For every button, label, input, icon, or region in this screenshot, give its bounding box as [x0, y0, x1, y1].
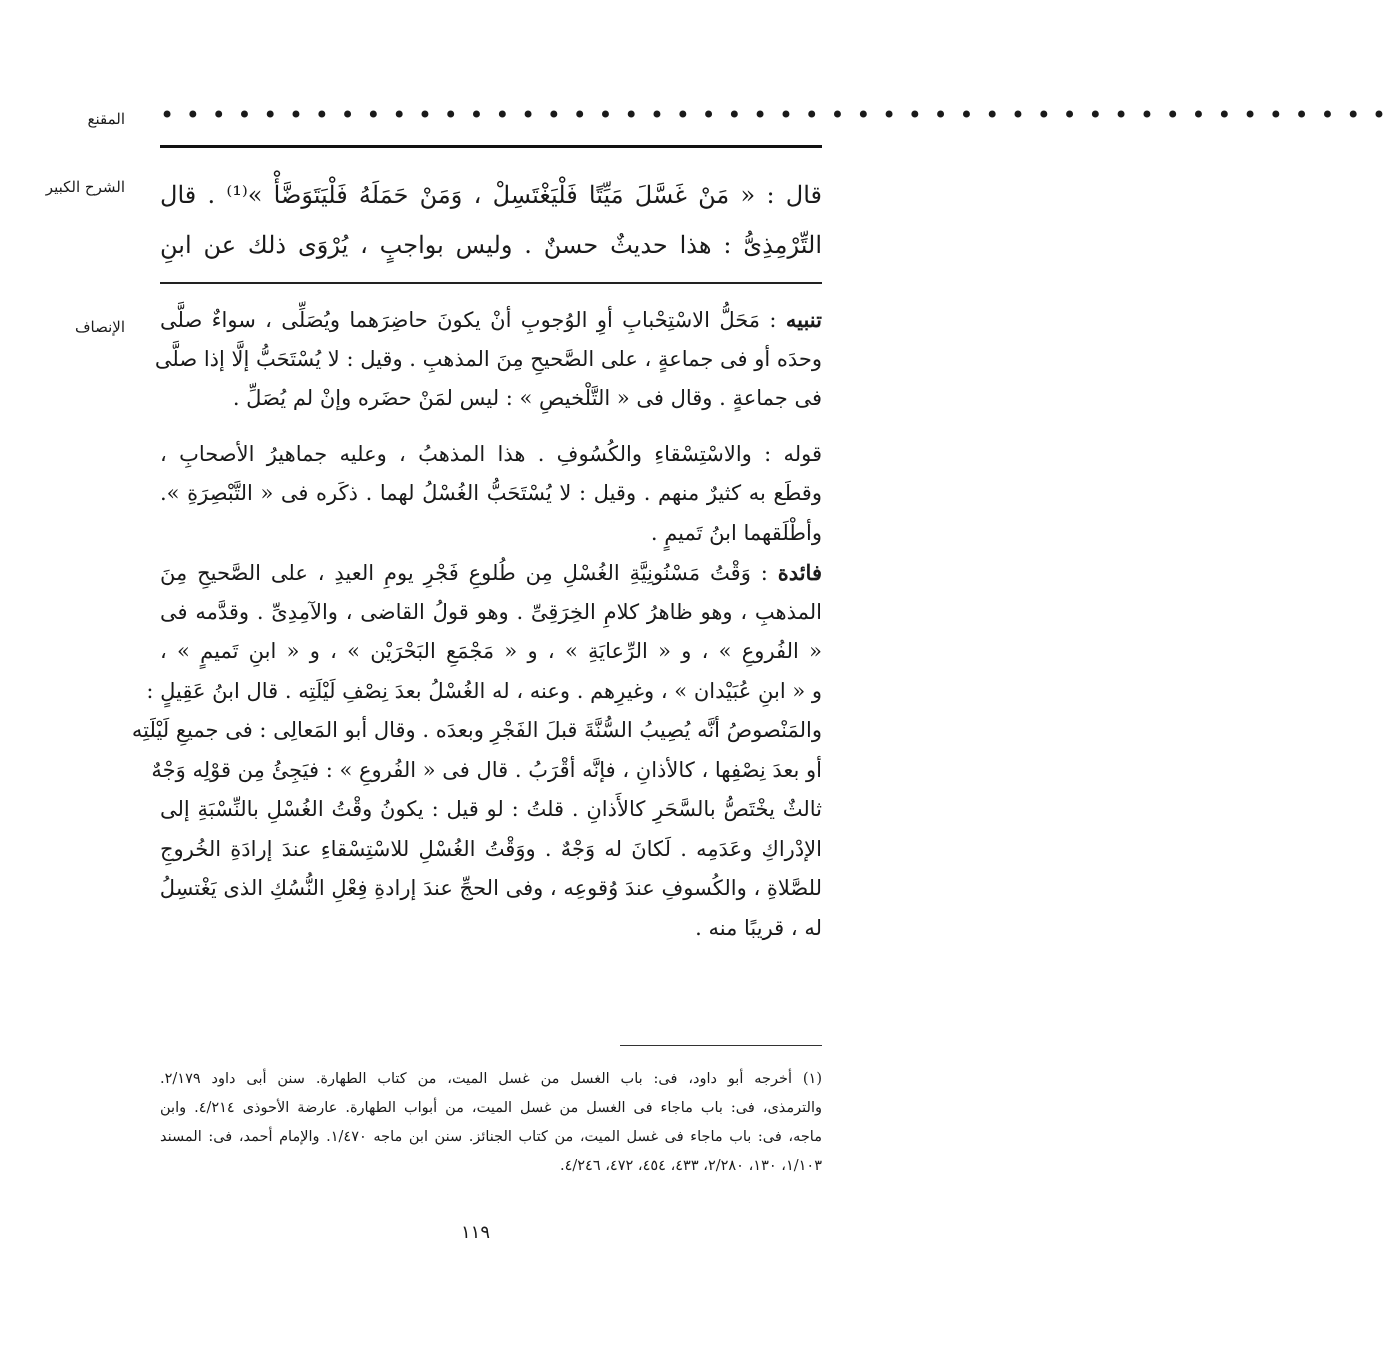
- insaf-line: فى جماعةٍ . وقال فى « التَّلْخيصِ » : ليس لمَنْ حضَره وإنْ لم يُصَلِّ .: [232, 386, 822, 410]
- section-label-sharh: الشرح الكبير: [45, 178, 125, 196]
- footnote: [160, 1065, 822, 1181]
- sharh-line: التِّرْمِذِىُّ : هذا حديثٌ حسنٌ . وليس بواجبٍ ، يُرْوَى ذلك عن ابنِ: [160, 231, 822, 259]
- section-label-insaf: الإنصاف: [74, 318, 125, 336]
- insaf-text: [131, 300, 822, 948]
- paragraph-qawluh: [160, 435, 822, 554]
- book-label-muqni: المقنع: [87, 110, 125, 128]
- insaf-line: المذهبِ ، وهو ظاهرُ كلامِ الخِرَقِىِّ . وهو قولُ القاضى ، والآمِدِىِّ . وقدَّمه فى: [160, 599, 822, 624]
- insaf-line: و « ابنِ عُبَيْدان » ، وغيرِهم . وعنه ، له الغُسْلُ بعدَ نِصْفِ لَيْلَتِه . قال ابنُ عَقِيلٍ :: [146, 678, 822, 703]
- insaf-line: وقطَع به كثيرٌ منهم . وقيل : لا يُسْتَحَبُّ الغُسْلُ لهما . ذكَره فى « التَّبْصِرَةِ ».: [160, 481, 822, 505]
- insaf-line: وحدَه أو فى جماعةٍ ، على الصَّحيحِ مِنَ المذهبِ . وقيل : لا يُسْتَحَبُّ إلَّا إذا صلَّى: [154, 346, 822, 371]
- sharh-line: قال : « مَنْ غَسَّلَ مَيِّتًا فَلْيَغْتَسِلْ ، وَمَنْ حَمَلَهُ فَلْيَتَوَضَّأْ »⁽¹⁾ . قال: [160, 181, 822, 209]
- page-number: ١١٩: [460, 1222, 490, 1243]
- footnote-rule: [620, 1045, 822, 1046]
- insaf-line: « الفُروعِ » ، و « الرِّعايَةِ » ، و « مَجْمَعِ البَحْرَيْن » ، و « ابنِ تَميمٍ » ،: [160, 639, 822, 663]
- sharh-text: [160, 170, 822, 270]
- footnote-line: ١/١٠٣، ١٣٠، ٢/٢٨٠، ٤٣٣، ٤٥٤، ٤٧٢، ٤/٢٤٦.: [559, 1158, 822, 1174]
- footnote-line: (١) أخرجه أبو داود، فى: باب الغسل من غسل الميت، من كتاب الطهارة. سنن أبى داود ٢/١٧٩.: [160, 1071, 822, 1087]
- header-rule: [160, 145, 822, 148]
- paragraph-tanbih: [154, 300, 822, 419]
- insaf-line: وأطْلَقهما ابنُ تَميمٍ .: [650, 520, 822, 545]
- footnote-line: ماجه، فى: باب ماجاء فى غسل الميت، من كتاب الجنائز. سنن ابن ماجه ١/٤٧٠. والإمام أحمد، فى: المسند: [160, 1129, 822, 1145]
- insaf-line: تنبيه : مَحَلُّ الاسْتِحْبابِ أوِ الوُجوبِ أنْ يكونَ حاضِرَهما ويُصَلِّى ، سواءٌ صلَّى: [160, 307, 822, 332]
- paragraph-faida: [131, 553, 822, 948]
- insaf-line: فائدة : وَقْتُ مَسْنُونِيَّةِ الغُسْلِ مِن طُلوعِ فَجْرِ يومِ العيدِ ، على الصَّحيحِ مِنَ: [160, 560, 822, 585]
- header-dotted-line: • • • • • • • • • • • • • • • • • • • • • • • • • • • • • • • • • • • • • • • • • • • • • • • •: [160, 101, 1388, 129]
- insaf-line: للصَّلاةِ ، والكُسوفِ عندَ وُقوعِه ، وفى الحجِّ عندَ إرادةِ فِعْلِ النُّسُكِ الذى يَغْتسِلُ: [159, 876, 822, 900]
- insaf-line: والمَنْصوصُ أنَّه يُصِيبُ السُّنَّةَ قبلَ الفَجْرِ وبعدَه . وقال أبو المَعالِى : فى جميعِ لَيْلَتِه: [131, 718, 822, 742]
- insaf-line: قوله : والاسْتِسْقاءِ والكُسُوفِ . هذا المذهبُ ، وعليه جماهيرُ الأصحابِ ،: [160, 441, 822, 466]
- insaf-line: ثالثٌ يخْتَصُّ بالسَّحَرِ كالأَذانِ . قلتُ : لو قيل : يكونُ وقْتُ الغُسْلِ بالنِّسْبَةِ إلى: [160, 797, 822, 821]
- paragraph-keyword: تنبيه: [785, 307, 822, 332]
- footnote-line: والترمذى، فى: باب ماجاء فى الغسل من غسل الميت، من أبواب الطهارة. عارضة الأحوذى ٤/٢١٤. وابن: [160, 1100, 823, 1116]
- paragraph-keyword: فائدة: [777, 560, 822, 585]
- insaf-line: أو بعدَ نِصْفِها ، كالأذانِ ، فإنَّه أقْرَبُ . قال فى « الفُروعِ » : فيَجِئُ مِن قوْلِه وَجْهٌ: [151, 757, 822, 782]
- insaf-line: الإدْراكِ وعَدَمِه . لَكانَ له وَجْهٌ . ووَقْتُ الغُسْلِ للاسْتِسْقاءِ عندَ إرادَةِ الخُروجِ: [160, 836, 822, 861]
- section-divider: [160, 282, 822, 284]
- insaf-line: له ، قريبًا منه .: [695, 915, 822, 940]
